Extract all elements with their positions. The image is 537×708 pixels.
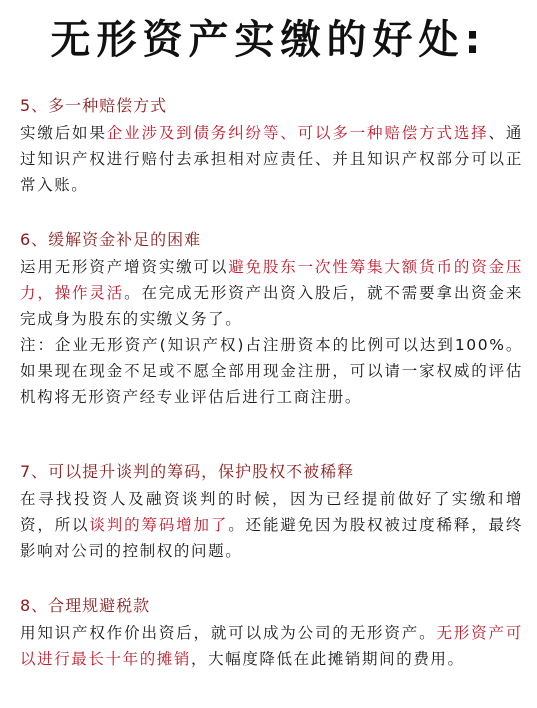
section-7-paragraph: [20, 486, 523, 564]
highlight-text: 避免股东一次性筹集大额货币的资金压力，操作灵活: [20, 258, 524, 302]
section-8-heading: 8、合理规避税款: [20, 596, 151, 615]
section-5-paragraph: [20, 120, 523, 198]
section-8: [20, 592, 523, 672]
text-segment: 在寻找投资人及融资谈判的时候，因为已经提前做好了实缴和增资，所以: [20, 490, 523, 534]
highlight-text: 谈判的筹码增加了: [89, 516, 229, 534]
highlight-text: 企业涉及到债务纠纷等、可以多一种赔偿方式选择: [106, 124, 489, 142]
section-7-heading: 7、可以提升谈判的筹码，保护股权不被稀释: [20, 462, 355, 481]
section-8-paragraph: [20, 620, 523, 672]
page-title: 无形资产实缴的好处:: [50, 17, 487, 63]
text-segment: ，大幅度降低在此摊销期间的费用。: [191, 650, 465, 668]
highlight-text: 无形资产可以进行最长十年的摊销: [20, 624, 523, 668]
text-segment: 。还能避免因为股权被过度稀释，最终影响对公司的控制权的问题。: [20, 516, 523, 560]
section-6: [20, 226, 523, 410]
text-segment: 实缴后如果: [20, 124, 107, 142]
text-segment: 、通过知识产权进行赔付去承担相对应责任、并且知识产权部分可以正常入账。: [20, 124, 523, 194]
section-7: [20, 458, 523, 564]
text-segment: 。在完成无形资产出资入股后，就不需要拿出资金来完成身为股东的实缴义务了。: [20, 284, 523, 328]
section-6-paragraph: [20, 254, 523, 332]
text-segment: 运用无形资产增资实缴可以: [20, 258, 229, 276]
text-segment: 用知识产权作价出资后，就可以成为公司的无形资产。: [20, 624, 437, 642]
section-6-note: 注：企业无形资产(知识产权)占注册资本的比例可以达到100%。如果现在现金不足或不愿全部用现金注册，可以请一家权威的评估机构将无形资产经专业评估后进行工商注册。: [20, 336, 523, 406]
section-5-heading: 5、多一种赔偿方式: [20, 96, 168, 115]
section-5: [20, 92, 523, 198]
section-6-heading: 6、缓解资金补足的困难: [20, 230, 202, 249]
